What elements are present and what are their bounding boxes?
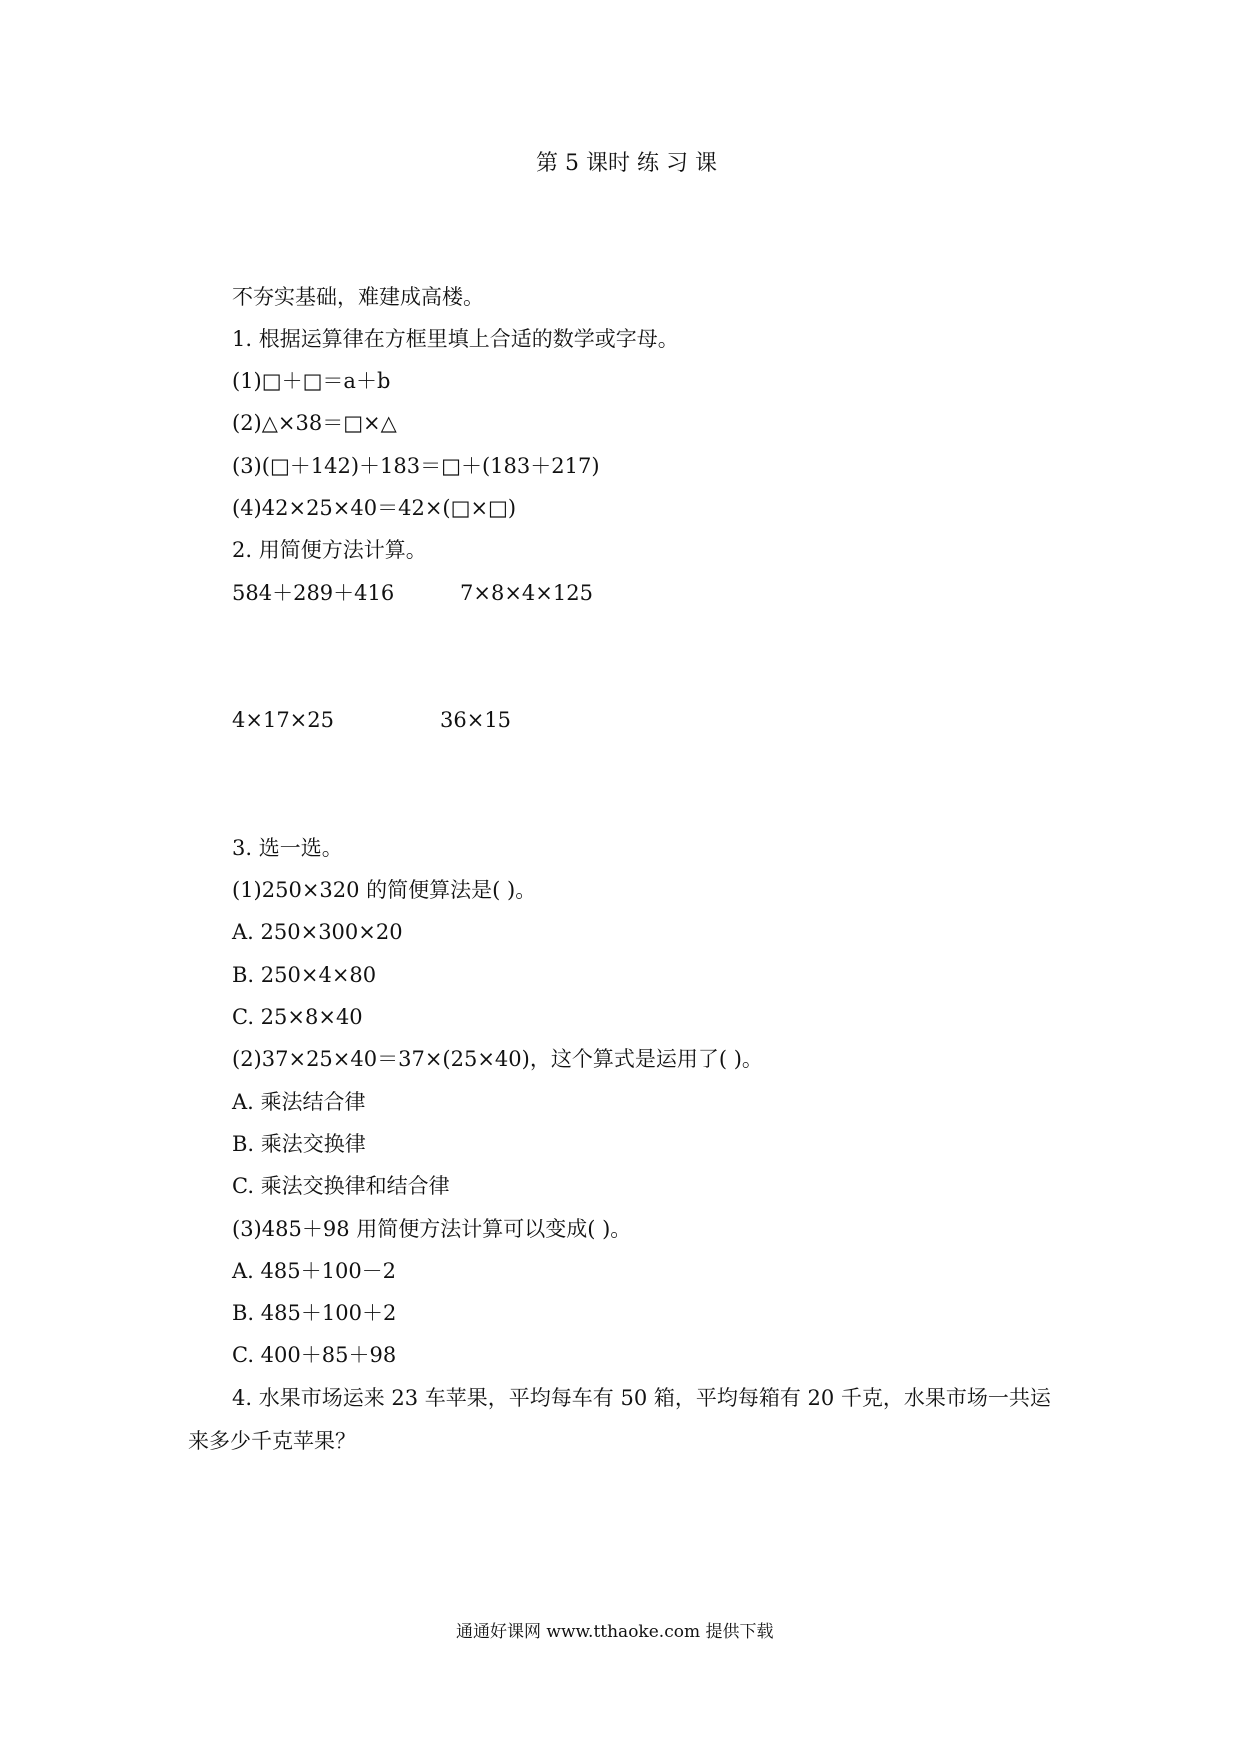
question-3-option: B. 乘法交换律 <box>232 1132 366 1156</box>
question-3-sub-question: (1)250×320 的简便算法是( )。 <box>232 878 537 902</box>
question-2-expression: 36×15 <box>440 708 512 732</box>
question-1-item: (3)(□＋142)＋183＝□＋(183＋217) <box>232 454 600 478</box>
question-1-item: (4)42×25×40＝42×(□×□) <box>232 496 517 520</box>
motto: 不夯实基础，难建成高楼。 <box>232 285 484 309</box>
question-4-line: 来多少千克苹果？ <box>188 1429 356 1453</box>
question-3-option: B. 485＋100＋2 <box>232 1301 397 1325</box>
question-4-line: 4. 水果市场运来 23 车苹果，平均每车有 50 箱，平均每箱有 20 千克，水果市场一共运 <box>232 1386 1051 1410</box>
question-3-stem: 3. 选一选。 <box>232 836 343 860</box>
page-title: 第 5 课时 练 习 课 <box>536 151 717 176</box>
question-2-stem: 2. 用简便方法计算。 <box>232 538 427 562</box>
question-1-item: (1)□＋□＝a＋b <box>232 369 391 393</box>
question-3-option: A. 乘法结合律 <box>232 1090 366 1114</box>
question-3-option: C. 25×8×40 <box>232 1005 363 1029</box>
question-1-item: (2)△×38＝□×△ <box>232 411 397 435</box>
question-3-option: A. 485＋100－2 <box>232 1259 397 1283</box>
question-2-expression: 584＋289＋416 <box>232 581 395 605</box>
question-2-expression: 4×17×25 <box>232 708 334 732</box>
question-1-stem: 1. 根据运算律在方框里填上合适的数学或字母。 <box>232 327 679 351</box>
question-3-option: C. 乘法交换律和结合律 <box>232 1174 450 1198</box>
question-2-expression: 7×8×4×125 <box>460 581 593 605</box>
question-3-sub-question: (2)37×25×40＝37×(25×40)，这个算式是运用了( )。 <box>232 1047 763 1071</box>
question-3-option: B. 250×4×80 <box>232 963 377 987</box>
question-3-sub-question: (3)485＋98 用简便方法计算可以变成( )。 <box>232 1217 632 1241</box>
page-footer: 通通好课网 www.tthaoke.com 提供下载 <box>456 1622 774 1642</box>
question-3-option: A. 250×300×20 <box>232 920 403 944</box>
question-3-option: C. 400＋85＋98 <box>232 1343 397 1367</box>
